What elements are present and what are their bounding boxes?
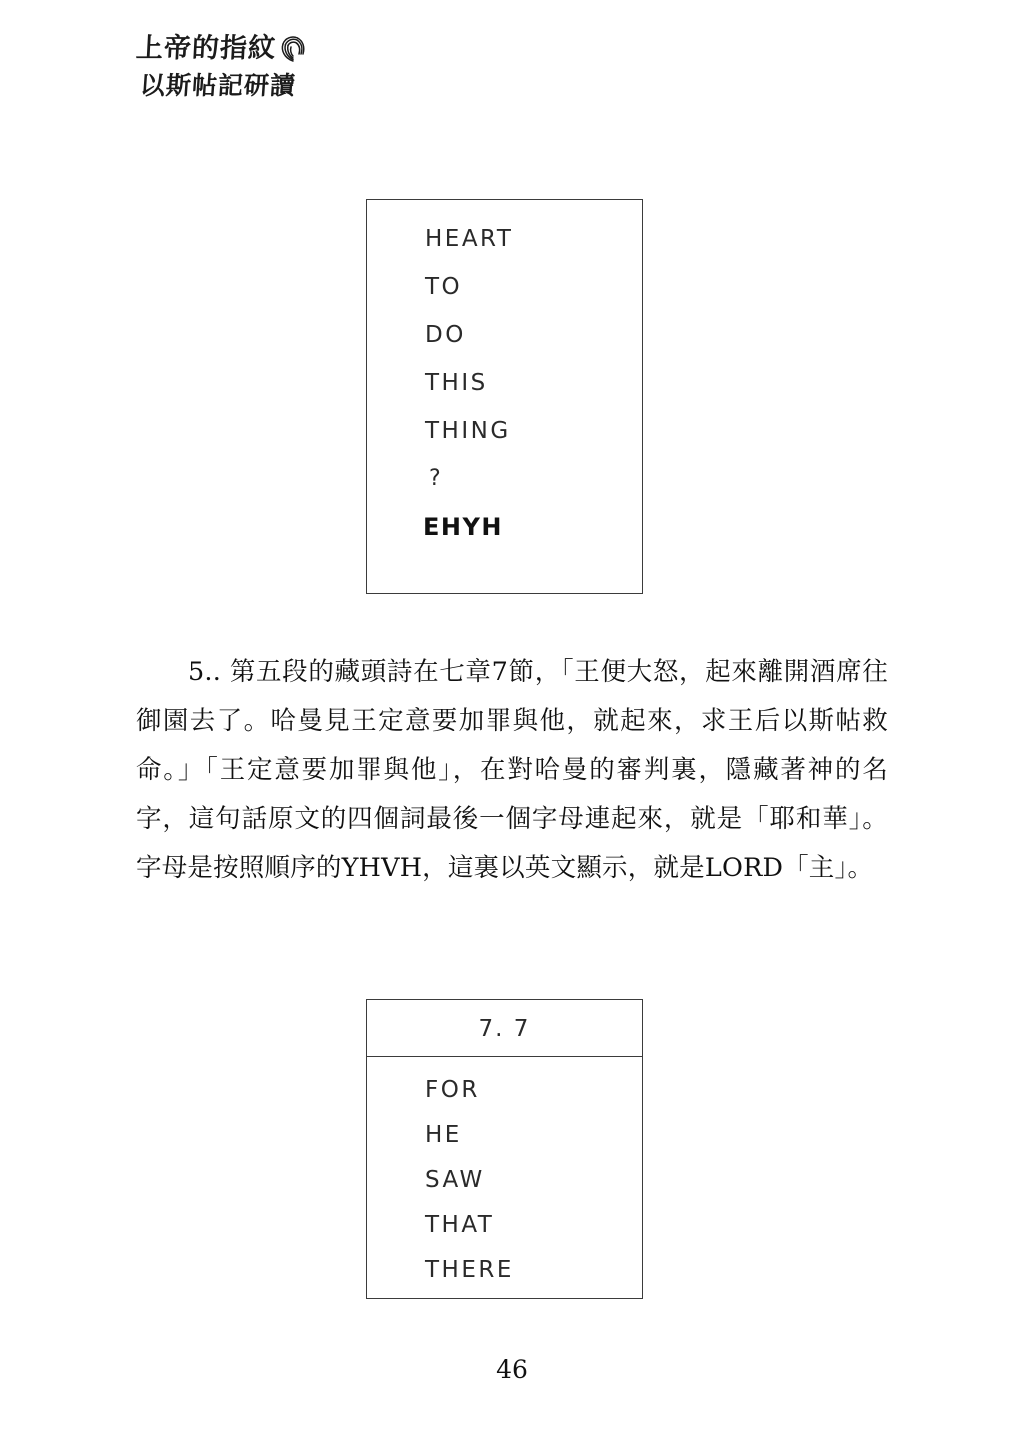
acrostic-line: TO [425,274,463,300]
logo-title-line2: 以斯帖記研讀 [138,71,298,100]
acrostic-line: DO [425,322,466,348]
acrostic-box-top [366,199,643,594]
fingerprint-icon [278,34,308,64]
page-number: 46 [496,1355,528,1384]
acrostic-line: THAT [425,1212,495,1238]
acrostic-line: HEART [425,226,514,252]
acrostic-line: FOR [425,1077,480,1103]
acrostic-line: SAW [425,1167,485,1193]
verse-reference: 7. 7 [367,1000,642,1057]
body-paragraph [136,648,888,893]
logo-title-line1 [136,34,536,64]
acrostic-box-bottom [366,999,643,1299]
acrostic-line: THIS [425,370,488,396]
acrostic-line: THING [425,418,511,444]
acrostic-divine-name: EHYH [423,513,503,541]
acrostic-line: ? [429,466,444,491]
book-logo-header [136,34,536,124]
acrostic-line: HE [425,1122,462,1148]
logo-title-line1-text: 上帝的指紋 [135,33,277,64]
paragraph-text: 5.. 第五段的藏頭詩在七章7節，「王便大怒，起來離開酒席往御園去了。哈曼見王定意要加罪與他，就起來，求王后以斯帖救命。」「王定意要加罪與他」，在對哈曼的審判裏，隱藏著神的名字，這句話原文的四個詞最後一個字母連起來，就是「耶和華」。字母是按照順序的YHVH，這裏以英文顯示，就是LORD「主」。 [136,657,888,883]
acrostic-line: THERE [425,1257,514,1283]
